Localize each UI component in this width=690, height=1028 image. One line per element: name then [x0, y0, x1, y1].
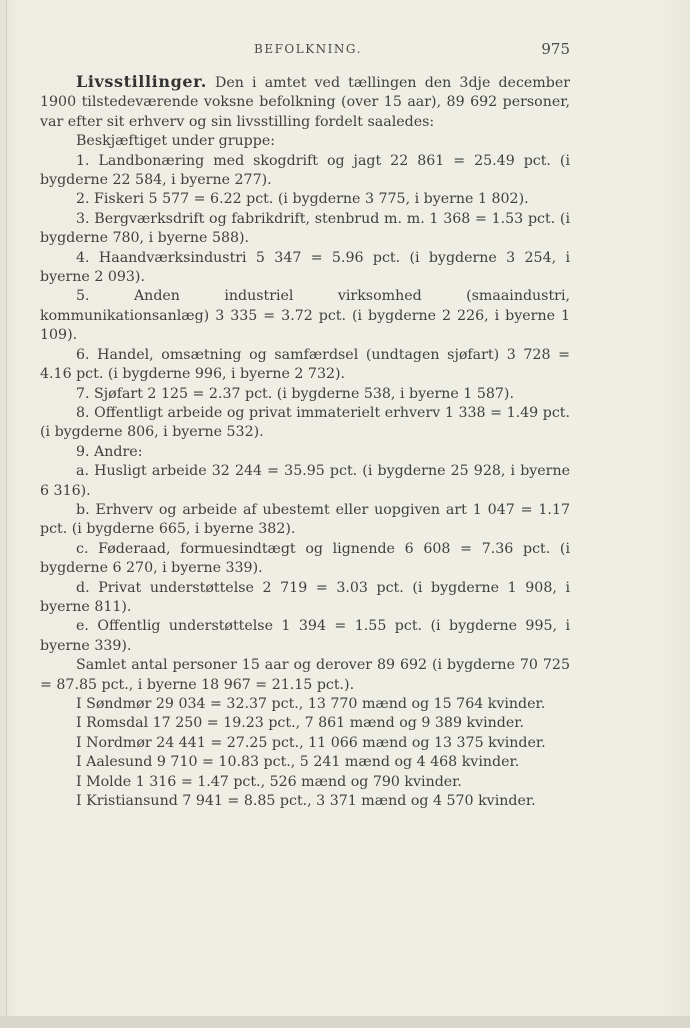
paragraph: I Molde 1 316 = 1.47 pct., 526 mænd og 790 kvinder.: [76, 773, 462, 790]
paragraph: 8. Offentligt arbeide og privat immaterielt erhverv 1 338 = 1.49 pct. (i bygderne 806, i byerne 532).: [40, 404, 570, 441]
paragraph: I Romsdal 17 250 = 19.23 pct., 7 861 mænd og 9 389 kvinder.: [76, 715, 524, 732]
paragraph: Beskjæftiget under gruppe:: [76, 133, 275, 150]
page-header: [40, 42, 570, 62]
paragraph: I Kristiansund 7 941 = 8.85 pct., 3 371 mænd og 4 570 kvinder.: [76, 793, 536, 810]
page-edge-line: [6, 0, 7, 1028]
paragraph: 3. Bergværksdrift og fabrikdrift, stenbrud m. m. 1 368 = 1.53 pct. (i bygderne 780, i byerne 588).: [40, 210, 570, 247]
paragraph: I Søndmør 29 034 = 32.37 pct., 13 770 mænd og 15 764 kvinder.: [76, 696, 546, 712]
paragraph: 1. Landbonæring med skogdrift og jagt 22 861 = 25.49 pct. (i bygderne 22 584, i byerne 277).: [40, 152, 570, 189]
running-title: BEFOLKNING.: [254, 42, 362, 56]
intro-text: Den i amtet ved tællingen den 3dje december 1900 tilstedeværende voksne befolkning (over 15 aar), 89 692 personer, var efter sit erhverv og sin livsstilling fordelt saaledes:: [40, 75, 570, 130]
paragraph: 9. Andre:: [76, 443, 143, 460]
section-heading: Livsstillinger.: [76, 72, 207, 91]
page-bottom-edge: [0, 1016, 690, 1028]
paragraph: Samlet antal personer 15 aar og derover 89 692 (i bygderne 70 725 = 87.85 pct., i byerne 18 967 = 21.15 pct.).: [40, 657, 570, 693]
paragraph: 2. Fiskeri 5 577 = 6.22 pct. (i bygderne 3 775, i byerne 1 802).: [76, 191, 529, 208]
paragraph: 4. Haandværksindustri 5 347 = 5.96 pct. (i bygderne 3 254, i byerne 2 093).: [40, 249, 570, 286]
paragraph: I Nordmør 24 441 = 27.25 pct., 11 066 mænd og 13 375 kvinder.: [76, 734, 546, 751]
intro-paragraph: [40, 72, 570, 132]
paragraph: 5. Anden industriel virksomhed (smaaindustri, kommunikationsanlæg) 3 335 = 3.72 pct. (i bygderne 2 226, i byerne 1 109).: [40, 288, 570, 344]
paragraph: 6. Handel, omsætning og samfærdsel (undtagen sjøfart) 3 728 = 4.16 pct. (i bygderne 996, i byerne 2 732).: [40, 346, 570, 383]
body-text: [40, 72, 570, 811]
paragraph: e. Offentlig understøttelse 1 394 = 1.55 pct. (i bygderne 995, i byerne 339).: [40, 618, 570, 654]
paragraph: b. Erhverv og arbeide af ubestemt eller uopgiven art 1 047 = 1.17 pct. (i bygderne 665, i byerne 382).: [40, 501, 570, 538]
paragraph: c. Føderaad, formuesindtægt og lignende 6 608 = 7.36 pct. (i bygderne 6 270, i byerne 339).: [40, 540, 570, 577]
page-number: 975: [541, 40, 570, 58]
paragraph: I Aalesund 9 710 = 10.83 pct., 5 241 mænd og 4 468 kvinder.: [76, 754, 520, 771]
paragraph: d. Privat understøttelse 2 719 = 3.03 pct. (i bygderne 1 908, i byerne 811).: [40, 579, 570, 615]
paragraph: 7. Sjøfart 2 125 = 2.37 pct. (i bygderne 538, i byerne 1 587).: [76, 385, 514, 402]
paragraph: a. Husligt arbeide 32 244 = 35.95 pct. (i bygderne 25 928, i byerne 6 316).: [40, 463, 570, 499]
